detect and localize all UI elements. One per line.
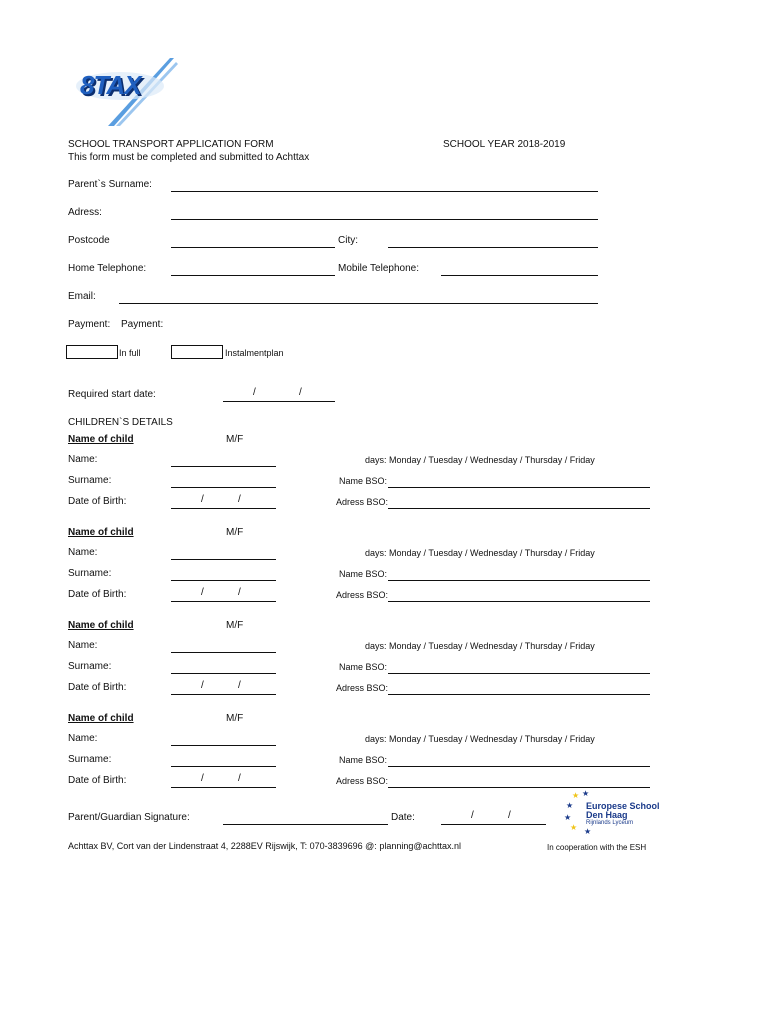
adress-bso-field[interactable] — [388, 601, 650, 602]
home-telephone-label: Home Telephone: — [68, 263, 147, 274]
form-subtitle: This form must be completed and submitted to Achttax — [68, 152, 310, 163]
address-label: Adress: — [68, 207, 102, 218]
name-bso-label: Name BSO: — [339, 476, 388, 486]
child-name-field[interactable] — [171, 559, 276, 560]
star-icon: ★ — [584, 827, 592, 836]
achttax-logo — [70, 56, 180, 128]
start-date-field[interactable] — [223, 401, 335, 402]
city-label: City: — [338, 235, 358, 246]
dob-sep-1: / — [201, 680, 204, 691]
name-bso-field[interactable] — [388, 487, 650, 488]
adress-bso-label: Adress BSO: — [336, 776, 389, 786]
start-date-label: Required start date: — [68, 389, 156, 400]
email-field[interactable] — [119, 303, 598, 304]
child-surname-field[interactable] — [171, 673, 276, 674]
mobile-telephone-label: Mobile Telephone: — [338, 263, 419, 274]
footer-cooperation: In cooperation with the ESH — [547, 843, 647, 852]
esh-name-line2: Den Haag — [586, 810, 628, 820]
days-label: days: Monday / Tuesday / Wednesday / Thursday / Friday — [365, 734, 595, 744]
footer-address: Achttax BV, Cort van der Lindenstraat 4, 2288EV Rijswijk, T: 070-3839696 @: planning@achttax.nl — [68, 841, 462, 851]
logo-text: 8TAX — [80, 70, 141, 100]
mobile-telephone-field[interactable] — [441, 275, 598, 276]
child-surname-label: Surname: — [68, 475, 112, 486]
days-label: days: Monday / Tuesday / Wednesday / Thursday / Friday — [365, 641, 595, 651]
dob-field[interactable] — [171, 694, 276, 695]
child-block — [0, 434, 770, 514]
dob-field[interactable] — [171, 601, 276, 602]
esh-name-line1: Europese School — [586, 801, 660, 811]
dob-sep-2: / — [238, 587, 241, 598]
adress-bso-label: Adress BSO: — [336, 497, 389, 507]
name-bso-field[interactable] — [388, 766, 650, 767]
child-name-field[interactable] — [171, 652, 276, 653]
date-field[interactable] — [441, 824, 546, 825]
child-surname-label: Surname: — [68, 568, 112, 579]
name-of-child-heading: Name of child — [68, 713, 134, 724]
postcode-field[interactable] — [171, 247, 335, 248]
start-date-sep-1: / — [253, 387, 256, 398]
child-surname-field[interactable] — [171, 487, 276, 488]
esh-logo — [562, 789, 662, 837]
name-bso-label: Name BSO: — [339, 755, 388, 765]
date-sep-1: / — [471, 810, 474, 821]
adress-bso-field[interactable] — [388, 508, 650, 509]
mf-label: M/F — [226, 434, 244, 445]
signature-field[interactable] — [223, 824, 388, 825]
form-title: SCHOOL TRANSPORT APPLICATION FORM — [68, 139, 274, 150]
child-surname-field[interactable] — [171, 580, 276, 581]
child-name-field[interactable] — [171, 466, 276, 467]
name-of-child-heading: Name of child — [68, 620, 134, 631]
parent-surname-label: Parent`s Surname: — [68, 179, 152, 190]
email-label: Email: — [68, 291, 96, 302]
name-bso-field[interactable] — [388, 673, 650, 674]
adress-bso-field[interactable] — [388, 787, 650, 788]
adress-bso-field[interactable] — [388, 694, 650, 695]
name-bso-field[interactable] — [388, 580, 650, 581]
signature-label: Parent/Guardian Signature: — [68, 812, 190, 823]
name-bso-label: Name BSO: — [339, 662, 388, 672]
dob-sep-2: / — [238, 680, 241, 691]
dob-sep-1: / — [201, 494, 204, 505]
esh-name-line3: Rijnlands Lyceum — [586, 820, 634, 826]
date-sep-2: / — [508, 810, 511, 821]
instalment-checkbox[interactable] — [171, 345, 223, 359]
star-icon: ★ — [564, 813, 572, 822]
star-icon: ★ — [570, 823, 578, 832]
child-block — [0, 620, 770, 700]
mf-label: M/F — [226, 527, 244, 538]
in-full-checkbox[interactable] — [66, 345, 118, 359]
child-surname-label: Surname: — [68, 754, 112, 765]
school-year: SCHOOL YEAR 2018-2019 — [443, 139, 566, 150]
home-telephone-field[interactable] — [171, 275, 335, 276]
instalment-label: Instalmentplan — [225, 348, 284, 358]
payment-label: Payment: — [68, 319, 111, 330]
star-icon: ★ — [582, 789, 590, 798]
dob-label: Date of Birth: — [68, 682, 127, 693]
payment-label-2: Payment: — [121, 319, 164, 330]
dob-label: Date of Birth: — [68, 775, 127, 786]
days-label: days: Monday / Tuesday / Wednesday / Thursday / Friday — [365, 455, 595, 465]
dob-label: Date of Birth: — [68, 589, 127, 600]
dob-sep-2: / — [238, 773, 241, 784]
city-field[interactable] — [388, 247, 598, 248]
dob-sep-1: / — [201, 587, 204, 598]
mf-label: M/F — [226, 620, 244, 631]
child-name-label: Name: — [68, 733, 98, 744]
adress-bso-label: Adress BSO: — [336, 590, 389, 600]
dob-label: Date of Birth: — [68, 496, 127, 507]
child-name-label: Name: — [68, 454, 98, 465]
star-icon: ★ — [566, 801, 574, 810]
star-icon: ★ — [572, 791, 580, 800]
dob-field[interactable] — [171, 787, 276, 788]
mf-label: M/F — [226, 713, 244, 724]
name-of-child-heading: Name of child — [68, 434, 134, 445]
address-field[interactable] — [171, 219, 598, 220]
date-label: Date: — [391, 812, 415, 823]
child-name-field[interactable] — [171, 745, 276, 746]
dob-sep-1: / — [201, 773, 204, 784]
start-date-sep-2: / — [299, 387, 302, 398]
child-name-label: Name: — [68, 547, 98, 558]
child-surname-label: Surname: — [68, 661, 112, 672]
in-full-label: In full — [119, 348, 141, 358]
name-bso-label: Name BSO: — [339, 569, 388, 579]
adress-bso-label: Adress BSO: — [336, 683, 389, 693]
child-block — [0, 713, 770, 793]
child-name-label: Name: — [68, 640, 98, 651]
child-block — [0, 527, 770, 607]
child-surname-field[interactable] — [171, 766, 276, 767]
days-label: days: Monday / Tuesday / Wednesday / Thursday / Friday — [365, 548, 595, 558]
name-of-child-heading: Name of child — [68, 527, 134, 538]
children-heading: CHILDREN`S DETAILS — [68, 417, 173, 428]
dob-field[interactable] — [171, 508, 276, 509]
parent-surname-field[interactable] — [171, 191, 598, 192]
postcode-label: Postcode — [68, 235, 110, 246]
dob-sep-2: / — [238, 494, 241, 505]
